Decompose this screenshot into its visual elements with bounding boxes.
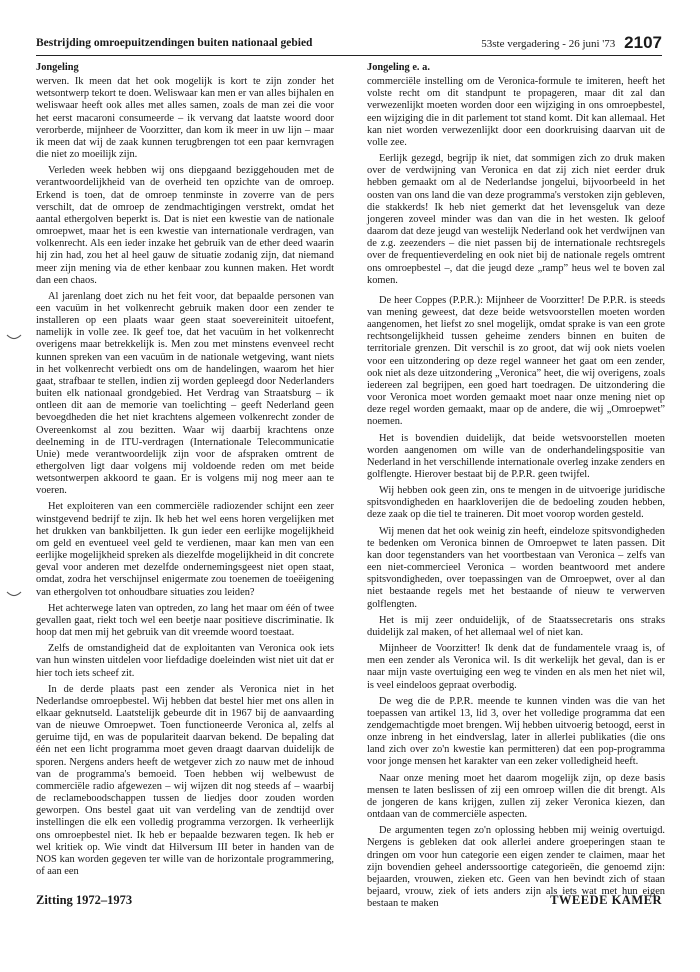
- paragraph: commerciële instelling om de Veronica-formule te imiteren, heeft het volste recht om dit standpunt te propageren, maar dit zal dan verwezenlijkt moeten worden door een wijziging in ons omroepbestel, een wijziging die in dit parlement tot stand komt. Dit kan allemaal. Het kan niet worden verwezenlijkt door een doorkruising daarvan uit de volle zee.: [367, 76, 665, 148]
- paragraph: Het is mij zeer onduidelijk, of de Staatssecretaris ons straks duidelijk zal maken, of het allemaal wel of niet kan.: [367, 614, 665, 638]
- footer-session: Zitting 1972–1973: [36, 893, 133, 907]
- speaker-paragraph: De heer Coppes (P.P.R.): Mijnheer de Voorzitter! De P.P.R. is steeds van mening geweest, dat deze beide wetsvoorstellen moeten worden aangenomen, het liefst zo snel mogelijk, omdat sprake is van een grote rechtsongelijkheid tussen geheime zenders binnen en buiten de territoriale grenzen. Dit verschil is zo groot, dat wij ook niets voelen voor een uitzondering op deze regel wanneer het gaat om een zender, ook niet als deze uitzondering „Veronica” heet, die wij overigens, zoals iedereen zal begrijpen, een goed hart toedragen. De uitzondering die voor Veronica moet worden gemaakt moet naar onze mening niet op deze regel worden gemaakt, maar op de andere, die wij „Omroepwet” noemen.: [367, 294, 665, 428]
- paragraph: Naar onze mening moet het daarom mogelijk zijn, op deze basis mensen te laten beslissen of zij een omroep willen die dit brengt. Als de jongeren de kans krijgen, zullen zij zeker Veronica kiezen, dan ontdaan van de commerciële aspecten.: [367, 772, 665, 821]
- speaker-heading: Jongeling e. a.: [367, 62, 430, 73]
- paragraph: Wij hebben ook geen zin, ons te mengen in de uitvoerige juridische spitsvondigheden en haarkloverijen die de bedoeling zouden hebben, deze zaak op die tiel te traineren. Dit moet voorop worden gesteld.: [367, 485, 665, 521]
- paragraph: Zelfs de omstandigheid dat de exploitanten van Veronica ook iets van hun winsten uitdelen voor liefdadige doeleinden wist niet uit dat er hier toch iets scheef zit.: [36, 643, 334, 679]
- footer-chamber: TWEEDE KAMER: [550, 893, 662, 907]
- paragraph: Het exploiteren van een commerciële radiozender schijnt een zeer winstgevend bedrijf te zijn. Ik heb het wel eens horen vergelijken met het drukken van bankbiljetten. Ik gun ieder een eerlijke mogelijkheid om geld en eventueel veel geld te verdienen, maar kan men van een eerlijke mogelijkheid spreken als diezelfde mogelijkheid in dit concrete geval voor anderen met dezelfde ondernemingsgeest niet open staat, omdat, zodra het verschijnsel enigermate zou toenemen de toeëigening van ethergolven tot onhoudbare situaties zou leiden?: [36, 501, 334, 598]
- margin-tick-mark: [6, 333, 22, 343]
- page-footer: [36, 893, 662, 911]
- header-title: Bestrijding omroepuitzendingen buiten nationaal gebied: [36, 37, 313, 49]
- paragraph: Het achterwege laten van optreden, zo lang het maar om één of twee gevallen gaat, riekt toch wel een beetje naar positieve discriminatie. Ik hoop dat men mij het gebruik van dit vreemde woord toestaat.: [36, 602, 334, 639]
- page-number: 2107: [624, 33, 662, 52]
- speaker-heading: Jongeling: [36, 62, 79, 73]
- left-column: [36, 62, 334, 890]
- paragraph: Wij menen dat het ook weinig zin heeft, eindeloze spitsvondigheden te bedenken om Veronica binnen de Omroepwet te laten passen. Dit kan door tegenstanders van het voortbestaan van Veronica – zelfs van een niet-commercieel Veronica – worden beantwoord met andere spitsvondigheden, over toepassingen van de Omroepwet, over al dan niet bestaande regels met het bestaande of nieuw te verwerven golflengten.: [367, 525, 665, 610]
- header-meeting: 53ste vergadering - 26 juni '73: [481, 38, 616, 50]
- paragraph: werven. Ik meen dat het ook mogelijk is kort te zijn zonder het wetsontwerp tekort te doen. Weliswaar kan men er van alles bijhalen en weliswaar heeft ook alles met alles samen, zoals de man zei die voor het eerst macaroni consumeerde – ik vervang dat laatste woord door verorberde, mijnheer de Voorzitter, dan kom ik meer in uw lijn – maar ik meen dat wij de zaak kunnen terugbrengen tot een paar kernvragen die niet zo moeilijk zijn.: [36, 76, 334, 161]
- paragraph: Eerlijk gezegd, begrijp ik niet, dat sommigen zich zo druk maken over de verdwijning van Veronica en dat zij zich niet eerder druk hebben gemaakt om al de Nederlandse jongelui, bijvoorbeeld in het oosten van ons land die van deze programma's verstoken zijn gebleven, die stakkerds! Ik heb niet gemerkt dat het levensgeluk van deze jongeren zoveel minder was dan van die in het westen. Ik geloof daarom dat deze jeugd van westelijk Nederland ook het verdwijnen van de z.g. zeezenders – die niet passen bij de internationale rechtsregels over de frequentieverdeling en ook niet bij de nationale regels omtrent ons omroepbestel –, dat die jeugd deze „ramp” heus wel te boven zal komen.: [367, 153, 665, 286]
- paragraph: Het is bovendien duidelijk, dat beide wetsvoorstellen moeten worden aangenomen om wille van de onderhandelingspositie van Nederland in het verschillende internationale overleg inzake zenders en golflengte. Hierover bestaat bij de P.P.R. geen twijfel.: [367, 432, 665, 480]
- paragraph: Mijnheer de Voorzitter! Ik denk dat de fundamentele vraag is, of men een zender als Veronica wil. Is dit werkelijk het geval, dan is er naar mijn vaste overtuiging een weg te vinden en als men het niet wil, is veel eindeloos gepraat overbodig.: [367, 643, 665, 691]
- paragraph: De argumenten tegen zo'n oplossing hebben mij weinig overtuigd. Nergens is gebleken dat ook allerlei andere groeperingen staan te dringen om voor hun categorie een eigen zender te claimen, maar het zijn bovendien geheel anderssoortige categorieën, die genoemd zijn: bejaarden, vrouwen, zieken etc. Geen van hen bevindt zich of staan bejaard, vrouw, ziek of iets anders zijn als iets wat met hun eigen bestaan te maken: [367, 825, 665, 910]
- paragraph: In de derde plaats past een zender als Veronica niet in het Nederlandse omroepbestel. Wij hebben dat bestel hier met ons allen in elkaar geknutseld. Laatstelijk gebeurde dit in 1967 bij de aanvaarding van de nieuwe Omroepwet. Toen functioneerde Veronica al, zelfs al geruime tijd, en was de populariteit daarvan bekend. De bepaling dat één net een licht programma moet geven draagt daarvan duidelijk de sporen. Nergens anders heeft de wetgever zich zo nauw met de inhoud van de programma's bemoeid. Toen hebben wij welbewust de commerciële radio afgewezen – wij wijzen dit nog steeds af – waarbij de reclameboodschappen tussen de liedjes door zouden worden geworpen. Ons bestel gaat uit van verdeling van de zendtijd over instellingen die elk een volledig programma verzorgen. Ik verheerlijk ons omroepbestel niet. Ik heb er bepaalde bezwaren tegen. Ik heb er wel kritiek op. Wie vindt dat Hilversum III beter in handen van de NOS kan worden gegeven ter wille van de horizontale programmering, of aan een: [36, 683, 334, 877]
- paragraph: De weg die de P.P.R. meende te kunnen vinden was die van het toepassen van artikel 13, lid 3, over het volledige programma dat een zendgemachtigde moet brengen. Wij hebben uitvoerig betoogd, eerst in onze inbreng in het eindverslag, later in allerlei publikaties (die ons land zich over zo'n kwestie kan permitteren) dat een pop-programma voor jonge mensen het karakter van een zeker volledigheid heeft.: [367, 695, 665, 768]
- paragraph: Verleden week hebben wij ons diepgaand beziggehouden met de verantwoordelijkheid van de overheid ten opzichte van de omroep. Erkend is toen, dat de omroep tenminste in zoverre van de pers verschilt, dat de omroep de zendmachtigingen verstrekt, omdat het aantal ethergolven beperkt is. Dat is niet een kwestie van de nationale omroepwet, maar het is een kwestie van internationale verdragen, van volkenrecht. Als een ieder inzake het gebruik van de ether deed waarin hij zin had, zou het al heel gauw de situatie zodanig zijn, dat niemand meer zijn mening via de ether kenbaar zou kunnen maken. Het wordt dan een chaos.: [36, 165, 334, 286]
- header-meta: [481, 33, 662, 53]
- page-header: [36, 33, 662, 53]
- margin-tick-mark: [6, 590, 22, 600]
- paragraph: Al jarenlang doet zich nu het feit voor, dat bepaalde personen van een vacuüm in het volkenrecht gebruik maken door een zender te installeren op een plaats waar geen staat soevereiniteit uitoefent, namelijk in volle zee. Ik geef toe, dat het vacuüm in het volkenrecht overigens maar betrekkelijk is. Men zou met minstens evenveel recht kunnen spreken van een vacuüm in de nationale wetgeving, want niets in het volkenrecht verbiedt ons om de handelingen, waarom het hier gaat, strafbaar te stellen, indien zij worden gepleegd door Nederlanders buiten elk nationaal grondgebied. Het Verdrag van Straatsburg – ik ontleen dit aan de memorie van toelichting – geeft Nederland geen bevoegdheden die het niet krachtens algemeen volkenrecht zonder de Overeenkomst al zou bezitten. Waar wij daarbij krachtens onze deelneming in de ITU-verdragen (Internationale Telecommunicatie Unie) mede verantwoordelijk zijn voor de afspraken omtrent de ethergolven ligt daar volgens mij voldoende reden om met beide wetsontwerpen akkoord te gaan. Er is volgens mij nog meer aan te voeren.: [36, 290, 334, 497]
- header-rule: [36, 55, 662, 56]
